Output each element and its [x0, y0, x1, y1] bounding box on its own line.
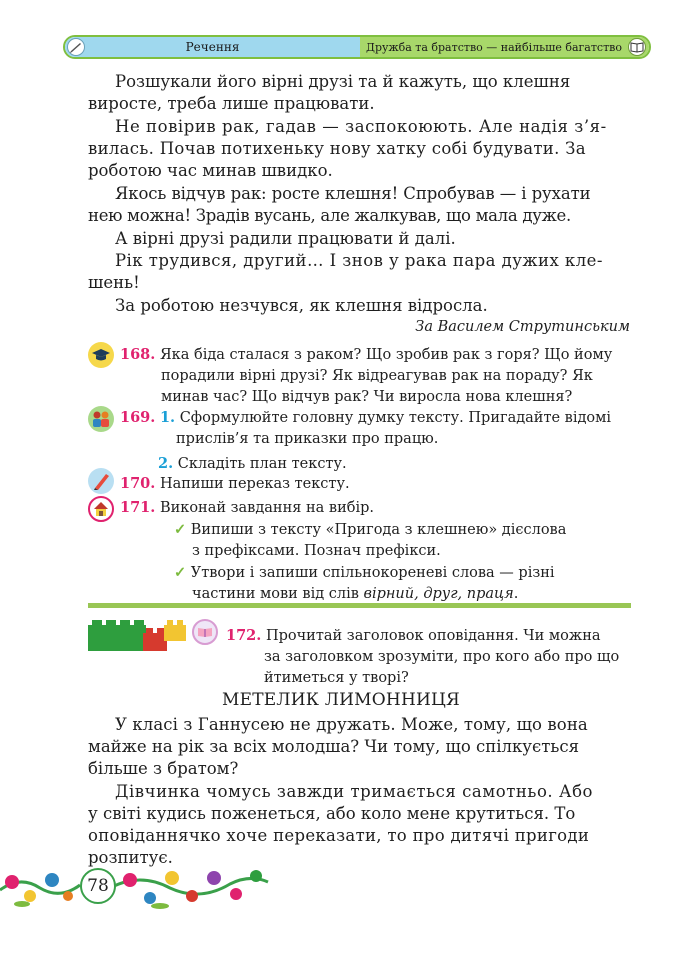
page-number: 78: [80, 868, 116, 904]
task-number: 170.: [120, 475, 156, 492]
story-line: вилась. Почав потихеньку нову хатку собі будувати. За: [88, 139, 586, 158]
task-172: [226, 625, 631, 689]
task-text: Сформулюйте головну думку тексту. Пригадайте відомі: [179, 410, 612, 426]
task-170: [120, 473, 631, 495]
book-task-icon: [192, 619, 218, 645]
house-icon: [88, 496, 114, 522]
task-text: йтиметься у творі?: [264, 670, 409, 686]
task-168: [120, 344, 631, 408]
pencil-icon: [88, 468, 114, 494]
task-option: з префіксами. Познач префікси.: [192, 543, 441, 559]
task-option: Випиши з тексту «Пригода з клешнею» дієслова: [190, 522, 567, 538]
task-text: Яка біда сталася з раком? Що зробив рак з горя? Що йому: [159, 347, 613, 363]
task-169: [120, 407, 631, 475]
task-number: 168.: [120, 346, 156, 363]
task-text: минав час? Що відчув рак? Чи виросла нова клешня?: [161, 389, 573, 405]
task-number: 172.: [226, 627, 262, 644]
subtask-number: 2.: [158, 455, 174, 472]
task-number: 171.: [120, 499, 156, 516]
story-line: нею можна! Зрадів вусань, але жалкував, що мала дуже.: [88, 206, 571, 225]
task-option-end: .: [513, 586, 519, 602]
lego-blocks-illustration: [88, 615, 188, 655]
checkmark-icon: ✓: [174, 564, 187, 581]
book-icon: [628, 38, 646, 56]
task-option-words: вірний, друг, праця: [363, 586, 514, 602]
children-pair-icon: [88, 406, 114, 432]
story-line: У класі з Ганнусею не дружать. Може, тому, що вона: [115, 715, 588, 734]
task-text: порадили вірні друзі? Як відреагував рак на пораду? Як: [161, 368, 593, 384]
task-option: Утвори і запиши спільнокореневі слова — різні: [190, 565, 555, 581]
task-171: [120, 497, 631, 605]
story-line: Не повірив рак, гадав — заспокоюють. Але надія з’я-: [115, 117, 607, 136]
header-section-label: Речення: [185, 40, 240, 54]
story-line: Розшукали його вірні друзі та й кажуть, що клешня: [115, 72, 571, 91]
page-header: [63, 35, 651, 59]
story-credit: За Василем Струтинським: [415, 319, 630, 335]
subtask-number: 1.: [159, 409, 176, 426]
story-line: Дівчинка чомусь завжди тримається самотньо. Або: [115, 782, 594, 801]
story-line: роботою час минав швидко.: [88, 161, 333, 180]
story-line: більше з братом?: [88, 759, 239, 778]
task-text: за заголовком зрозуміти, про кого або про що: [264, 649, 620, 665]
task-text: Прочитай заголовок оповідання. Чи можна: [265, 628, 601, 644]
story-line: Якось відчув рак: росте клешня! Спробував — і рухати: [115, 184, 591, 203]
story-line: виросте, треба лише працювати.: [88, 94, 375, 113]
graduation-cap-icon: [88, 342, 114, 368]
header-unit-label: Дружба та братство — найбільше багатство: [366, 40, 622, 54]
story-line: у світі кудись поженеться, або коло мене крутиться. То: [88, 804, 576, 823]
story-line: шень!: [88, 273, 140, 292]
task-option: частини мови від слів: [192, 586, 364, 602]
story-title: МЕТЕЛИК ЛИМОННИЦЯ: [222, 690, 460, 710]
task-text: прислів’я та приказки про працю.: [176, 431, 439, 447]
story-line: оповіданнячко хоче переказати, то про дитячі пригоди: [88, 826, 590, 845]
checkmark-icon: ✓: [174, 521, 187, 538]
pen-icon: [67, 38, 85, 56]
task-number: 169.: [120, 409, 156, 426]
story-line: За роботою незчувся, як клешня відросла.: [115, 296, 488, 315]
story-line: розпитує.: [88, 848, 173, 867]
task-text: Складіть план тексту.: [177, 456, 347, 472]
task-text: Напиши переказ тексту.: [159, 476, 350, 492]
floral-ornament: [0, 860, 270, 910]
story-line: Рік трудився, другий… І знов у рака пара дужих кле-: [115, 251, 603, 270]
story-line: А вірні друзі радили працювати й далі.: [115, 229, 456, 248]
task-text: Виконай завдання на вибір.: [159, 500, 375, 516]
story-line: майже на рік за всіх молодша? Чи тому, що спілкується: [88, 737, 580, 756]
header-unit: [360, 37, 649, 57]
section-divider: [88, 603, 631, 608]
header-section: [65, 37, 360, 57]
